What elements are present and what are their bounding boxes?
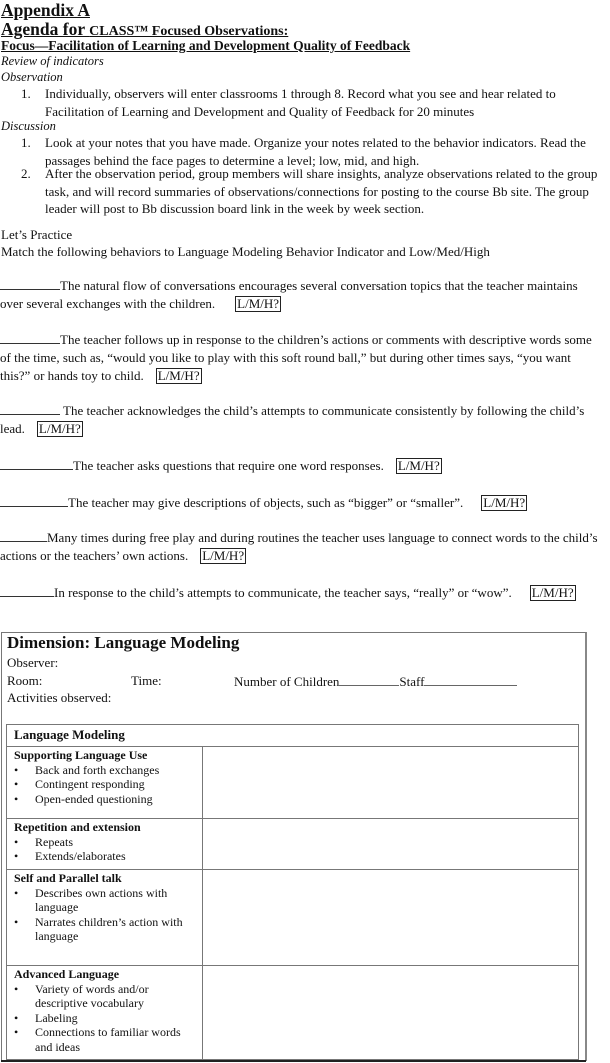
lmh-box[interactable]: L/M/H? [531, 585, 574, 600]
appendix-title: Appendix A [1, 0, 90, 20]
lmh-box[interactable]: L/M/H? [38, 421, 81, 436]
notes-cell[interactable] [203, 819, 579, 870]
language-modeling-table [6, 724, 579, 1060]
observer-label: Observer: [7, 655, 59, 670]
bullet-item: • Variety of words and/or descriptive vocabulary [14, 982, 195, 1011]
practice-item-text: The natural flow of conversations encourages several conversation topics that the teacher maintains over several exchanges with the children. [0, 278, 578, 311]
answer-blank[interactable] [0, 277, 60, 290]
practice-item [0, 529, 602, 565]
practice-item [0, 277, 602, 313]
practice-item-text: Many times during free play and during routines the teacher uses language to connect words to the child’s actions or the teachers’ own actions. [0, 530, 598, 563]
staff-input[interactable] [424, 673, 517, 686]
review-label: Review of indicators [1, 54, 104, 68]
answer-blank[interactable] [0, 529, 47, 542]
notes-cell[interactable] [203, 747, 579, 819]
agenda-prefix: Agenda for [1, 19, 90, 39]
bullet-item: • Open-ended questioning [14, 792, 195, 807]
practice-item-text: The teacher follows up in response to the children’s actions or comments with descriptive words some of the time, such as, “would you like to play with this soft round ball,” but during other times says, “you want this?” or hands toy to child. [0, 332, 592, 383]
discussion-item-text: Look at your notes that you have made. Organize your notes related to the behavior indicators. Read the passages behind the face pages to determine a level; low, mid, and high. [45, 135, 586, 168]
lmh-box[interactable]: L/M/H? [157, 368, 200, 383]
staff-label: Staff [399, 674, 425, 689]
table-header: Language Modeling [7, 725, 579, 747]
practice-title: Let’s Practice [1, 227, 73, 242]
bullet-item: • Repeats [14, 835, 195, 850]
table-row [7, 966, 579, 1060]
notes-cell[interactable] [203, 870, 579, 966]
answer-blank[interactable] [0, 331, 60, 344]
practice-item [0, 457, 602, 475]
category-title: Self and Parallel talk [14, 871, 122, 885]
answer-blank[interactable] [0, 402, 60, 415]
category-title: Advanced Language [14, 967, 120, 981]
observation-item-text: Individually, observers will enter classrooms 1 through 8. Record what you see and hear related to Facilitation of Learning and Development and Quality of Feedback for 20 minutes [45, 86, 556, 119]
focus-title: Focus—Facilitation of Learning and Development Quality of Feedback [1, 38, 411, 53]
practice-item [0, 494, 602, 512]
discussion-label: Discussion [1, 119, 56, 133]
table-row [7, 870, 579, 966]
children-input[interactable] [339, 673, 399, 686]
answer-blank[interactable] [0, 494, 68, 507]
discussion-item-text: After the observation period, group members will share insights, analyze observations related to the group task, and will record summaries of observations/connections for posting to the course Bb site. The group leader will post to Bb discussion board link in the week by week section. [45, 166, 598, 216]
practice-item [0, 402, 602, 438]
practice-item-text: In response to the child’s attempts to communicate, the teacher says, “really” or “wow”. [54, 585, 512, 600]
form-title: Dimension: Language Modeling [7, 633, 240, 652]
children-field [234, 673, 517, 690]
time-label: Time: [131, 673, 162, 688]
table-row [7, 819, 579, 870]
practice-item-text: The teacher acknowledges the child’s attempts to communicate consistently by following the child’s lead. [0, 403, 585, 436]
room-label: Room: [7, 673, 43, 688]
table-row [7, 747, 579, 819]
notes-cell[interactable] [203, 966, 579, 1060]
category-title: Supporting Language Use [14, 748, 148, 762]
observation-label: Observation [1, 70, 63, 84]
discussion-item-number: 1. [21, 135, 31, 150]
discussion-item-number: 2. [21, 166, 31, 181]
practice-instruction: Match the following behaviors to Language Modeling Behavior Indicator and Low/Med/High [1, 244, 490, 259]
bullet-item: • Labeling [14, 1011, 195, 1026]
observation-item-number: 1. [21, 86, 31, 101]
answer-blank[interactable] [0, 457, 73, 470]
lmh-box[interactable]: L/M/H? [202, 548, 245, 563]
bullet-item: • Describes own actions with language [14, 886, 195, 915]
bullet-item: • Contingent responding [14, 777, 195, 792]
category-cell [7, 966, 203, 1060]
lmh-box[interactable]: L/M/H? [397, 458, 440, 473]
bullet-item: • Narrates children’s action with language [14, 915, 195, 944]
activities-label: Activities observed: [7, 690, 112, 705]
bullet-item: • Connections to familiar words and ideas [14, 1025, 195, 1054]
answer-blank[interactable] [0, 584, 54, 597]
practice-item-text: The teacher may give descriptions of objects, such as “bigger” or “smaller”. [68, 495, 464, 510]
practice-item [0, 331, 602, 385]
lmh-box[interactable]: L/M/H? [237, 296, 280, 311]
category-cell [7, 747, 203, 819]
category-title: Repetition and extension [14, 820, 141, 834]
lmh-box[interactable]: L/M/H? [483, 495, 526, 510]
children-label: Number of Children [234, 674, 340, 689]
category-cell [7, 819, 203, 870]
category-cell [7, 870, 203, 966]
agenda-suffix: CLASS™ Focused Observations: [89, 24, 289, 39]
practice-item [0, 584, 602, 602]
bullet-item: • Extends/elaborates [14, 849, 195, 864]
bullet-item: • Back and forth exchanges [14, 763, 195, 778]
form-bottom-border [1, 1060, 586, 1062]
practice-item-text: The teacher asks questions that require one word responses. [73, 458, 384, 473]
